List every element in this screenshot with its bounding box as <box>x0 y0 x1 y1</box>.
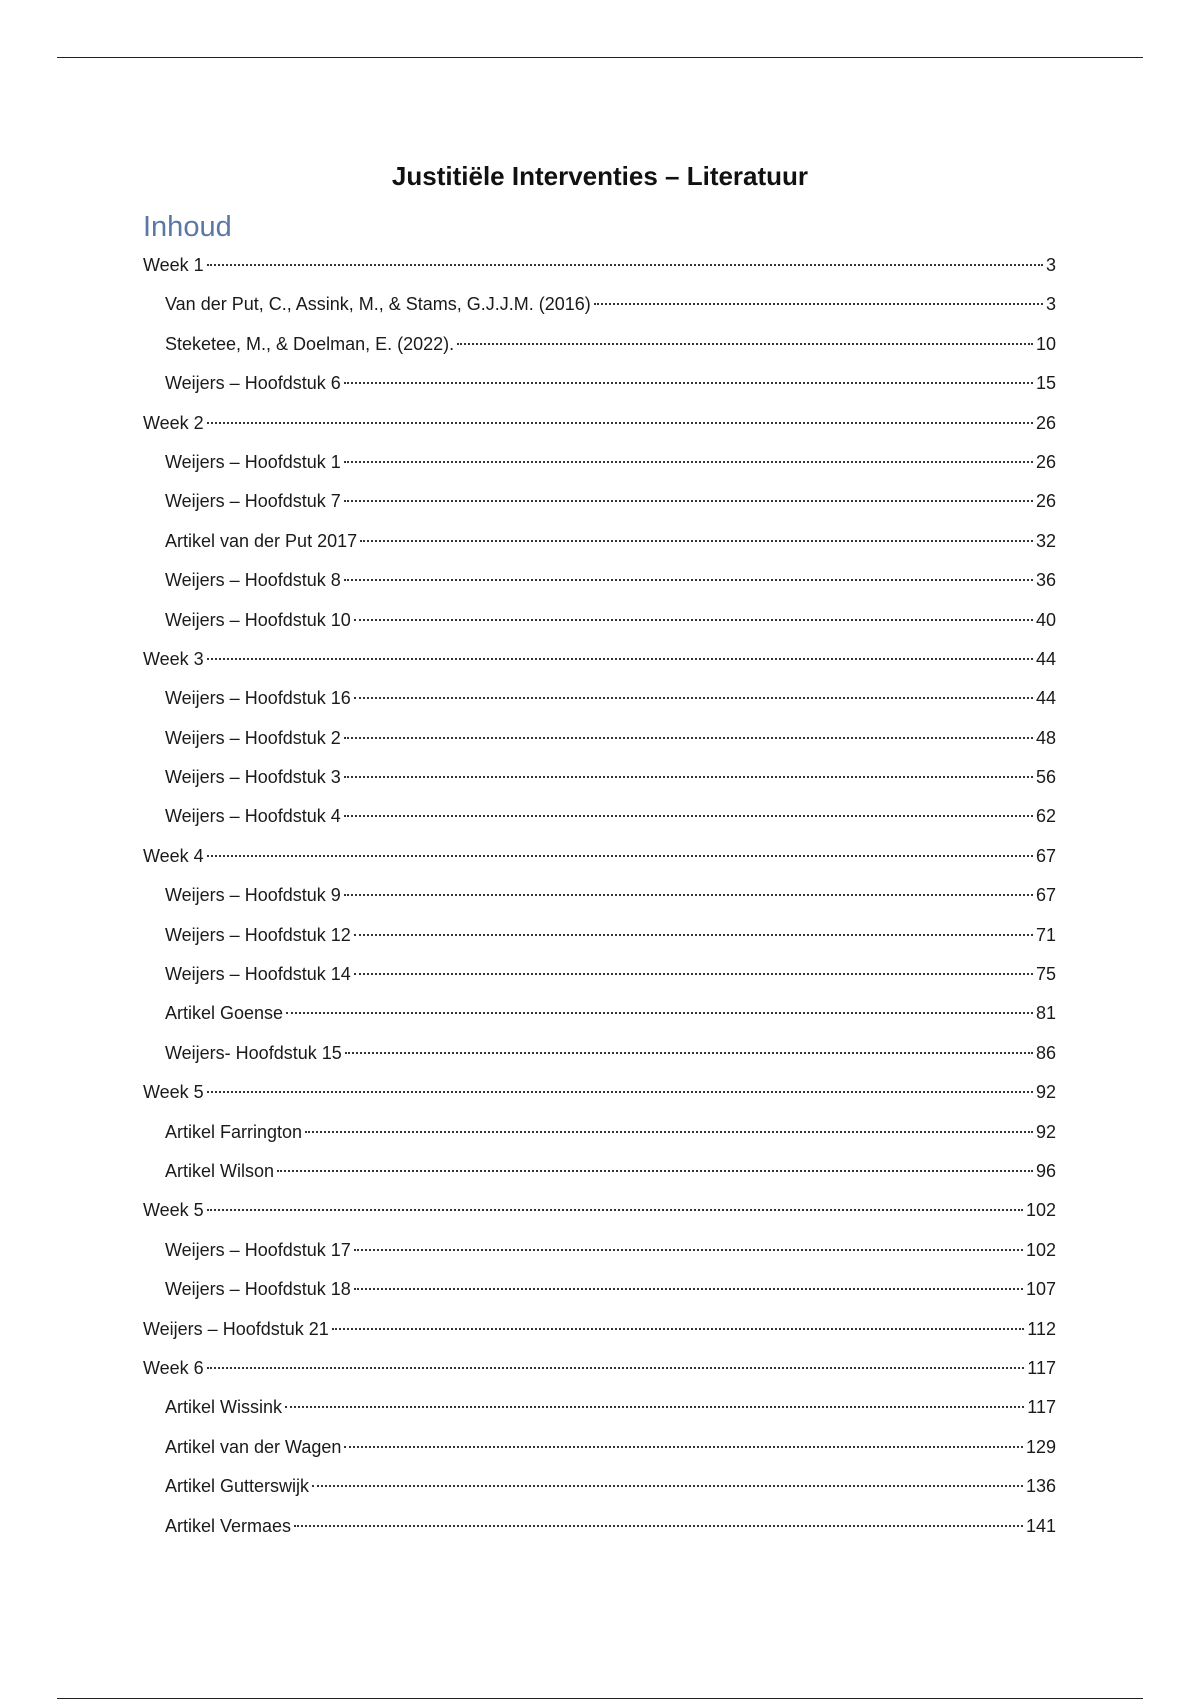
toc-entry-title: Weijers – Hoofdstuk 6 <box>165 373 341 394</box>
toc-entry[interactable] <box>143 331 1056 370</box>
toc-entry[interactable] <box>143 685 1056 724</box>
toc-entry-page: 26 <box>1035 491 1056 512</box>
toc-dot-leader <box>457 343 1033 345</box>
toc-entry-title: Weijers – Hoofdstuk 21 <box>143 1318 329 1339</box>
toc-section-entry[interactable] <box>143 1079 1056 1118</box>
toc-entry-title: Weijers – Hoofdstuk 1 <box>165 451 341 472</box>
toc-entry[interactable] <box>143 1473 1056 1512</box>
toc-dot-leader <box>277 1170 1033 1172</box>
toc-entry-title: Artikel van der Put 2017 <box>165 530 358 551</box>
toc-dot-leader <box>285 1406 1024 1408</box>
toc-dot-leader <box>207 855 1033 857</box>
table-of-contents <box>143 252 1056 1552</box>
toc-entry-page: 15 <box>1035 373 1056 394</box>
toc-entry-title: Steketee, M., & Doelman, E. (2022). <box>165 333 455 354</box>
toc-entry-title: Weijers – Hoofdstuk 17 <box>165 1239 351 1260</box>
toc-entry-title: Artikel Wilson <box>165 1160 275 1181</box>
toc-entry[interactable] <box>143 528 1056 567</box>
toc-entry[interactable] <box>143 1394 1056 1433</box>
toc-dot-leader <box>207 264 1043 266</box>
toc-dot-leader <box>354 1249 1023 1251</box>
toc-entry[interactable] <box>143 607 1056 646</box>
toc-entry-title: Artikel Farrington <box>165 1121 303 1142</box>
toc-entry-page: 26 <box>1035 412 1056 433</box>
toc-dot-leader <box>294 1525 1023 1527</box>
toc-entry-page: 67 <box>1035 885 1056 906</box>
toc-dot-leader <box>344 382 1033 384</box>
toc-dot-leader <box>594 303 1043 305</box>
toc-entry-title: Artikel Goense <box>165 1003 284 1024</box>
toc-entry-title: Week 5 <box>143 1200 204 1221</box>
toc-entry-title: Week 2 <box>143 412 204 433</box>
toc-entry[interactable] <box>143 488 1056 527</box>
toc-entry[interactable] <box>143 1513 1056 1552</box>
toc-entry-page: 136 <box>1025 1476 1056 1497</box>
toc-entry-title: Week 5 <box>143 1082 204 1103</box>
toc-entry-page: 48 <box>1035 727 1056 748</box>
toc-entry-title: Weijers – Hoofdstuk 9 <box>165 885 341 906</box>
toc-entry-page: 102 <box>1025 1239 1056 1260</box>
toc-entry[interactable] <box>143 882 1056 921</box>
toc-entry-page: 3 <box>1045 294 1056 315</box>
toc-dot-leader <box>207 1367 1025 1369</box>
document-title: Justitiële Interventies – Literatuur <box>391 161 809 192</box>
toc-entry[interactable] <box>143 370 1056 409</box>
toc-entry-title: Artikel Gutterswijk <box>165 1476 310 1497</box>
toc-entry-title: Van der Put, C., Assink, M., & Stams, G.J.J.M. (2016) <box>165 294 591 315</box>
toc-entry-page: 44 <box>1035 648 1056 669</box>
toc-entry[interactable] <box>143 961 1056 1000</box>
toc-heading: Inhoud <box>143 211 232 243</box>
toc-entry[interactable] <box>143 1000 1056 1039</box>
toc-dot-leader <box>354 973 1033 975</box>
toc-entry[interactable] <box>143 1434 1056 1473</box>
toc-entry[interactable] <box>143 1040 1056 1079</box>
toc-dot-leader <box>344 579 1033 581</box>
toc-entry[interactable] <box>143 725 1056 764</box>
toc-section-entry[interactable] <box>143 252 1056 291</box>
toc-entry[interactable] <box>143 803 1056 842</box>
toc-entry-title: Weijers – Hoofdstuk 18 <box>165 1279 351 1300</box>
toc-entry-title: Artikel van der Wagen <box>165 1436 342 1457</box>
toc-section-entry[interactable] <box>143 843 1056 882</box>
toc-entry-page: 56 <box>1035 767 1056 788</box>
toc-entry-page: 92 <box>1035 1082 1056 1103</box>
toc-dot-leader <box>207 422 1033 424</box>
toc-entry-title: Weijers – Hoofdstuk 8 <box>165 570 341 591</box>
toc-entry-title: Week 1 <box>143 255 204 275</box>
toc-entry-page: 117 <box>1027 1357 1056 1378</box>
toc-dot-leader <box>344 1446 1023 1448</box>
toc-section-entry[interactable] <box>143 410 1056 449</box>
toc-entry[interactable] <box>143 764 1056 803</box>
toc-dot-leader <box>286 1012 1033 1014</box>
toc-dot-leader <box>344 500 1033 502</box>
toc-dot-leader <box>360 540 1033 542</box>
toc-entry-title: Artikel Wissink <box>165 1397 283 1418</box>
toc-entry-page: 26 <box>1035 451 1056 472</box>
toc-entry-title: Weijers – Hoofdstuk 2 <box>165 727 341 748</box>
header-rule <box>57 57 1143 58</box>
toc-entry[interactable] <box>143 1158 1056 1197</box>
toc-dot-leader <box>354 697 1033 699</box>
toc-entry-title: Weijers – Hoofdstuk 16 <box>165 688 351 709</box>
toc-entry-page: 3 <box>1045 255 1056 275</box>
toc-entry-page: 40 <box>1035 609 1056 630</box>
toc-entry-page: 36 <box>1035 570 1056 591</box>
toc-entry-title: Weijers- Hoofdstuk 15 <box>165 1042 342 1063</box>
toc-entry[interactable] <box>143 567 1056 606</box>
toc-entry[interactable] <box>143 1119 1056 1158</box>
footer-rule <box>57 1698 1143 1699</box>
toc-entry-page: 117 <box>1027 1397 1056 1418</box>
toc-entry[interactable] <box>143 291 1056 330</box>
toc-dot-leader <box>344 815 1033 817</box>
toc-section-entry[interactable] <box>143 1316 1056 1355</box>
toc-section-entry[interactable] <box>143 1197 1056 1236</box>
toc-entry-page: 96 <box>1035 1160 1056 1181</box>
toc-entry-page: 112 <box>1027 1318 1056 1339</box>
toc-entry-title: Week 4 <box>143 845 204 866</box>
toc-dot-leader <box>332 1328 1025 1330</box>
toc-entry-page: 67 <box>1035 845 1056 866</box>
toc-entry-page: 44 <box>1035 688 1056 709</box>
toc-entry-page: 81 <box>1035 1003 1056 1024</box>
toc-entry-page: 75 <box>1035 964 1056 985</box>
toc-dot-leader <box>207 1091 1033 1093</box>
toc-entry-title: Weijers – Hoofdstuk 12 <box>165 924 351 945</box>
toc-entry-page: 32 <box>1035 530 1056 551</box>
toc-entry-page: 62 <box>1035 806 1056 827</box>
toc-dot-leader <box>344 461 1033 463</box>
toc-entry[interactable] <box>143 1276 1056 1315</box>
toc-entry-page: 86 <box>1035 1042 1056 1063</box>
toc-dot-leader <box>344 776 1033 778</box>
toc-entry-page: 92 <box>1035 1121 1056 1142</box>
toc-entry-page: 71 <box>1035 924 1056 945</box>
toc-entry-page: 10 <box>1035 333 1056 354</box>
toc-entry[interactable] <box>143 922 1056 961</box>
toc-dot-leader <box>207 1209 1023 1211</box>
toc-entry-title: Weijers – Hoofdstuk 14 <box>165 964 351 985</box>
toc-entry-title: Weijers – Hoofdstuk 10 <box>165 609 351 630</box>
toc-dot-leader <box>305 1131 1033 1133</box>
toc-dot-leader <box>354 1288 1023 1290</box>
toc-entry-title: Artikel Vermaes <box>165 1515 292 1536</box>
toc-entry-page: 107 <box>1025 1279 1056 1300</box>
toc-dot-leader <box>207 658 1033 660</box>
toc-entry-page: 129 <box>1025 1436 1056 1457</box>
toc-section-entry[interactable] <box>143 646 1056 685</box>
toc-entry-title: Week 6 <box>143 1357 204 1378</box>
toc-entry-page: 141 <box>1025 1515 1056 1536</box>
toc-entry-title: Weijers – Hoofdstuk 7 <box>165 491 341 512</box>
toc-dot-leader <box>354 619 1033 621</box>
toc-dot-leader <box>345 1052 1033 1054</box>
toc-dot-leader <box>344 894 1033 896</box>
toc-entry-title: Weijers – Hoofdstuk 4 <box>165 806 341 827</box>
toc-entry[interactable] <box>143 449 1056 488</box>
toc-entry-page: 102 <box>1025 1200 1056 1221</box>
toc-dot-leader <box>344 737 1033 739</box>
toc-dot-leader <box>312 1485 1023 1487</box>
toc-entry[interactable] <box>143 1237 1056 1276</box>
toc-entry-title: Week 3 <box>143 648 204 669</box>
toc-entry-title: Weijers – Hoofdstuk 3 <box>165 767 341 788</box>
toc-dot-leader <box>354 934 1033 936</box>
toc-section-entry[interactable] <box>143 1355 1056 1394</box>
